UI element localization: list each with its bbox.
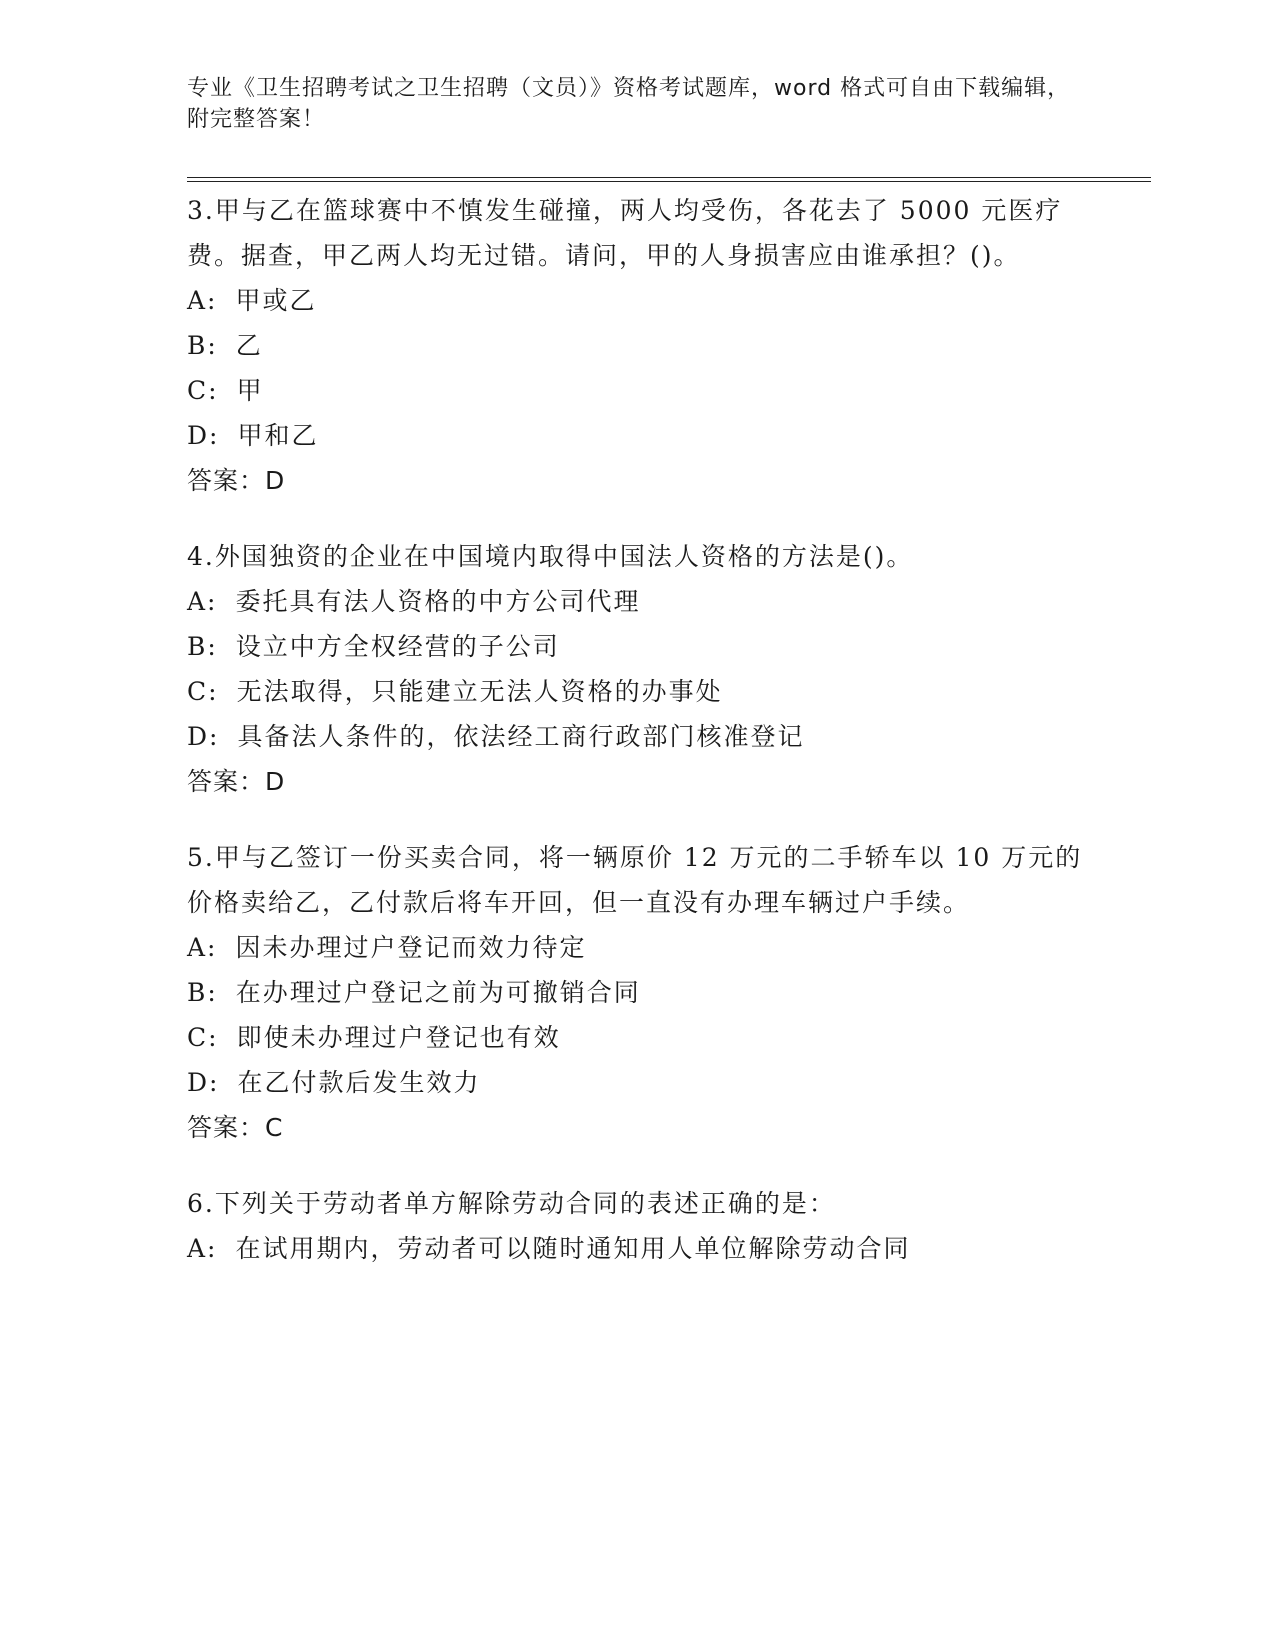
option-a bbox=[187, 925, 1087, 970]
option-key: B: bbox=[187, 632, 218, 661]
question-text: 5.甲与乙签订一份买卖合同，将一辆原价 12 万元的二手轿车以 10 万元的价格卖给乙，乙付款后将车开回，但一直没有办理车辆过户手续。 bbox=[187, 843, 1083, 917]
option-a bbox=[187, 579, 1087, 624]
option-c bbox=[187, 368, 1087, 413]
option-key: D: bbox=[187, 1068, 220, 1097]
question-list bbox=[187, 188, 1087, 1302]
option-a bbox=[187, 1226, 1087, 1271]
answer-label: 答案：D bbox=[187, 767, 286, 796]
option-text: 甲和乙 bbox=[237, 421, 319, 450]
option-d bbox=[187, 413, 1087, 458]
option-text: 甲 bbox=[236, 376, 264, 405]
option-text: 乙 bbox=[235, 331, 263, 360]
option-b bbox=[187, 970, 1087, 1015]
option-text: 具备法人条件的，依法经工商行政部门核准登记 bbox=[237, 722, 805, 751]
option-text: 因未办理过户登记而效力待定 bbox=[235, 933, 587, 962]
option-text: 甲或乙 bbox=[235, 286, 317, 315]
question-5 bbox=[187, 835, 1087, 1150]
document-header: 专业《卫生招聘考试之卫生招聘（文员）》资格考试题库，word 格式可自由下载编辑，附完整答案！ bbox=[187, 76, 1071, 132]
question-text: 4.外国独资的企业在中国境内取得中国法人资格的方法是()。 bbox=[187, 542, 914, 571]
option-text: 委托具有法人资格的中方公司代理 bbox=[235, 587, 641, 616]
option-text: 即使未办理过户登记也有效 bbox=[236, 1023, 561, 1052]
option-key: A: bbox=[187, 286, 218, 315]
option-text: 在试用期内，劳动者可以随时通知用人单位解除劳动合同 bbox=[235, 1234, 911, 1263]
option-key: A: bbox=[187, 1234, 218, 1263]
option-key: B: bbox=[187, 331, 218, 360]
option-a bbox=[187, 278, 1087, 323]
option-key: C: bbox=[187, 1023, 219, 1052]
answer-label: 答案：D bbox=[187, 466, 286, 495]
header-divider bbox=[187, 177, 1151, 182]
option-key: A: bbox=[187, 587, 218, 616]
option-key: B: bbox=[187, 978, 218, 1007]
option-key: A: bbox=[187, 933, 218, 962]
option-c bbox=[187, 669, 1087, 714]
question-6 bbox=[187, 1181, 1087, 1271]
question-3 bbox=[187, 188, 1087, 503]
option-d bbox=[187, 714, 1087, 759]
option-key: C: bbox=[187, 376, 219, 405]
option-key: C: bbox=[187, 677, 219, 706]
option-text: 在办理过户登记之前为可撤销合同 bbox=[235, 978, 641, 1007]
question-text: 6.下列关于劳动者单方解除劳动合同的表述正确的是： bbox=[187, 1189, 836, 1218]
option-text: 无法取得，只能建立无法人资格的办事处 bbox=[236, 677, 723, 706]
option-key: D: bbox=[187, 421, 220, 450]
question-text: 3.甲与乙在篮球赛中不慎发生碰撞，两人均受伤，各花去了 5000 元医疗费。据查，甲乙两人均无过错。请问，甲的人身损害应由谁承担？()。 bbox=[187, 196, 1063, 270]
option-b bbox=[187, 624, 1087, 669]
option-text: 设立中方全权经营的子公司 bbox=[235, 632, 560, 661]
question-4 bbox=[187, 534, 1087, 804]
option-d bbox=[187, 1060, 1087, 1105]
answer-label: 答案：C bbox=[187, 1113, 284, 1142]
option-c bbox=[187, 1015, 1087, 1060]
option-key: D: bbox=[187, 722, 220, 751]
option-text: 在乙付款后发生效力 bbox=[237, 1068, 481, 1097]
option-b bbox=[187, 323, 1087, 368]
